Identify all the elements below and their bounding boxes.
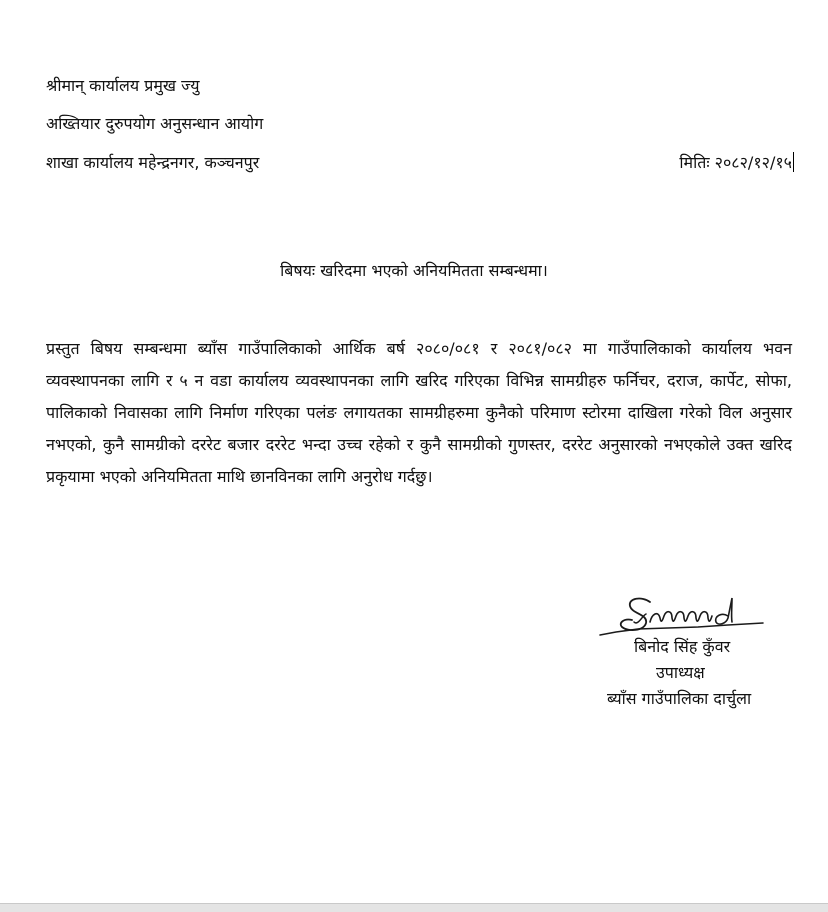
signatory-title: उपाध्यक्ष <box>656 663 705 682</box>
text-cursor <box>793 152 794 172</box>
date-text: मितिः २०८२/१२/१५ <box>679 153 792 172</box>
recipient-line-3: शाखा कार्यालय महेन्द्रनगर, कञ्चनपुर <box>46 153 260 172</box>
recipient-line-2: अख्तियार दुरुपयोग अनुसन्धान आयोग <box>46 114 264 133</box>
signatory-name: बिनोद सिंह कुँवर <box>634 637 731 656</box>
signature-text: Simmd <box>598 592 602 593</box>
recipient-line-1: श्रीमान् कार्यालय प्रमुख ज्यु <box>46 76 200 95</box>
signatory-office: ब्याँस गाउँपालिका दार्चुला <box>607 689 752 708</box>
letter-body: प्रस्तुत बिषय सम्बन्धमा ब्याँस गाउँपालिकाको आर्थिक बर्ष २०८०/०८१ र २०८१/०८२ मा गाउँपालिकाको कार्यालय भवन व्यवस्थापनका लागि र ५ न वडा कार्यालय व्यवस्थापनका लागि खरिद गरिएका विभिन्न सामग्रीहरु फर्निचर, दराज, कार्पेट, सोफा, पालिकाको निवासका लागि निर्माण गरिएका पलंङ लगायतका सामग्रीहरुमा कुनैको परिमाण स्टोरमा दाखिला गरेको विल अनुसार नभएको, कुनै सामग्रीको दररेट बजार दररेट भन्दा उच्च रहेको र कुनै सामग्रीको गुणस्तर, दररेट अनुसारको नभएकोले उक्त खरिद प्रकृयामा भएको अनियमितता माथि छानविनका लागि अनुरोध गर्दछु। <box>46 339 792 486</box>
signature-image <box>598 592 768 642</box>
letter-date <box>679 152 794 174</box>
letter-subject: बिषयः खरिदमा भएको अनियमितता सम्बन्धमा। <box>280 261 548 280</box>
